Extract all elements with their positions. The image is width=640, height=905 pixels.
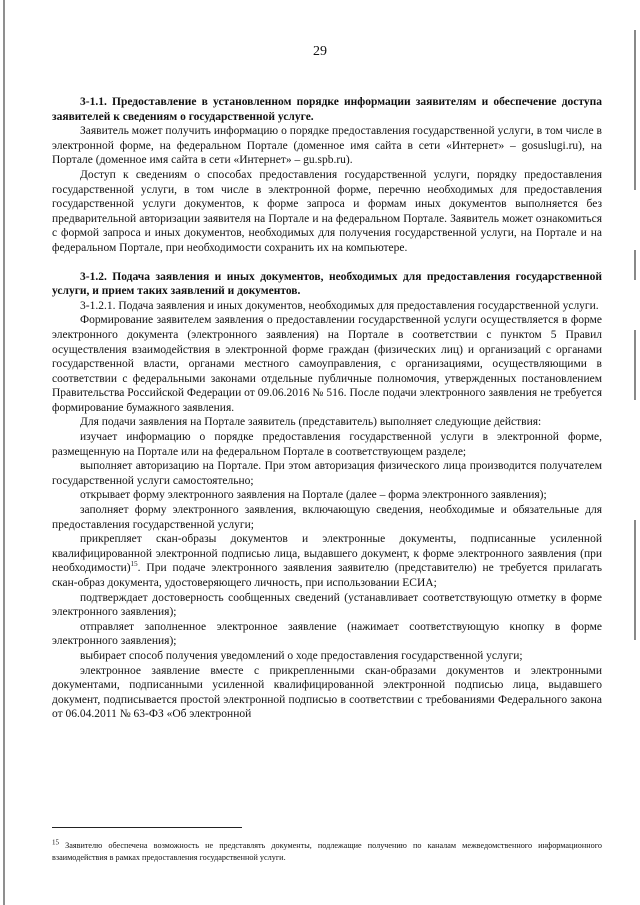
scan-edge-left: [3, 0, 5, 905]
list-item: электронное заявление вместе с прикрепленными скан-образами документов и электронными документами, подписанными усиленной квалифицированной электронной подписью лица, выдавшего документ, подписывается простой электронной подписью в соответствии с требованиями Федерального закона от 06.04.2011 № 63-ФЗ «Об электронной: [52, 664, 602, 721]
scan-edge-right-middle: [634, 330, 636, 400]
paragraph: Доступ к сведениям о способах предоставления государственной услуги, порядку предоставления государственной услуги, в том числе в электронной форме, перечню необходимых для предоставления государственной услуги документов, к форме запроса и формам иных документов выполняется без предварительной авторизации заявителя на Портале и на федеральном Портале. Заявитель может ознакомиться с формой запроса и иных документов, необходимых для получения государственной услуги, на Портале и на федеральном Портале, при необходимости сохранить их на компьютере.: [52, 168, 602, 254]
section-heading-3-1-1: 3-1.1. Предоставление в установленном порядке информации заявителям и обеспечение доступа заявителей к сведениям о государственной услуге.: [52, 96, 602, 123]
footnote-text: Заявителю обеспечена возможность не представлять документы, подлежащие получению по каналам межведомственного информационного взаимодействия в рамках предоставления государственной услуги.: [52, 841, 602, 862]
scan-edge-right-mark: [634, 250, 636, 280]
list-item-text: . При подаче электронного заявления заявителю (представителю) не требуется прилагать скан-образ документа, удостоверяющего личность, при использовании ЕСИА;: [52, 562, 602, 589]
list-item: открывает форму электронного заявления на Портале (далее – форма электронного заявления);: [80, 489, 547, 502]
list-item: подтверждает достоверность сообщенных сведений (устанавливает соответствующую отметку в форме электронного заявления);: [52, 591, 602, 619]
paragraph: Для подачи заявления на Портале заявитель (представитель) выполняет следующие действия:: [80, 416, 542, 429]
paragraph-3-1-2-1: 3-1.2.1. Подача заявления и иных документов, необходимых для предоставления государственной услуги.: [80, 299, 599, 312]
list-item: отправляет заполненное электронное заявление (нажимает соответствующую кнопку в форме электронного заявления);: [52, 620, 602, 648]
footnote-divider: [52, 827, 242, 828]
document-body: [52, 95, 602, 722]
footnote: [52, 840, 602, 864]
list-item: заполняет форму электронного заявления, включающую сведения, необходимые и обязательные для предоставления государственной услуги;: [52, 504, 602, 531]
footnote-reference: 15: [130, 560, 138, 569]
list-item: выбирает способ получения уведомлений о ходе предоставления государственной услуги;: [80, 649, 523, 662]
page-number: 29: [313, 44, 327, 59]
list-item: выполняет авторизацию на Портале. При этом авторизация физического лица производится получателем государственной услуги самостоятельно;: [52, 460, 602, 487]
paragraph: Формирование заявителем заявления о предоставлении государственной услуги осуществляется в форме электронного документа (электронного заявления) на Портале в соответствии с пунктом 5 Правил осуществления взаимодействия в электронной форме граждан (физических лиц) и организаций с органами государственной власти, органами местного самоуправления, с организациями, осуществляющими в соответствии с федеральными законами отдельные публичные полномочия, утвержденных постановлением Правительства Российской Федерации от 09.06.2016 № 516. После подачи электронного заявления не требуется формирование бумажного заявления.: [52, 314, 602, 414]
section-heading-3-1-2: 3-1.2. Подача заявления и иных документов, необходимых для предоставления государственной услуги, и прием таких заявлений и документов.: [52, 270, 602, 298]
list-item: изучает информацию о порядке предоставления государственной услуги в электронной форме, размещенную на Портале или на федеральном Портале в соответствующем разделе;: [52, 431, 602, 458]
scan-edge-right-lower: [634, 520, 636, 640]
list-item-text: прикрепляет скан-образы документов и электронные документы, подписанные усиленной квалифицированной электронной подписью лица, выдавшего документ, к форме электронного заявления (при необходимости): [52, 533, 602, 575]
list-item: [52, 532, 602, 590]
footnote-marker: 15: [52, 838, 59, 847]
paragraph: Заявитель может получить информацию о порядке предоставления государственной услуги, в том числе в электронной форме, на федеральном Портале (доменное имя сайта в сети «Интернет» – gosuslugi.ru), на Портале (доменное имя сайта в сети «Интернет» – gu.spb.ru).: [52, 125, 602, 167]
